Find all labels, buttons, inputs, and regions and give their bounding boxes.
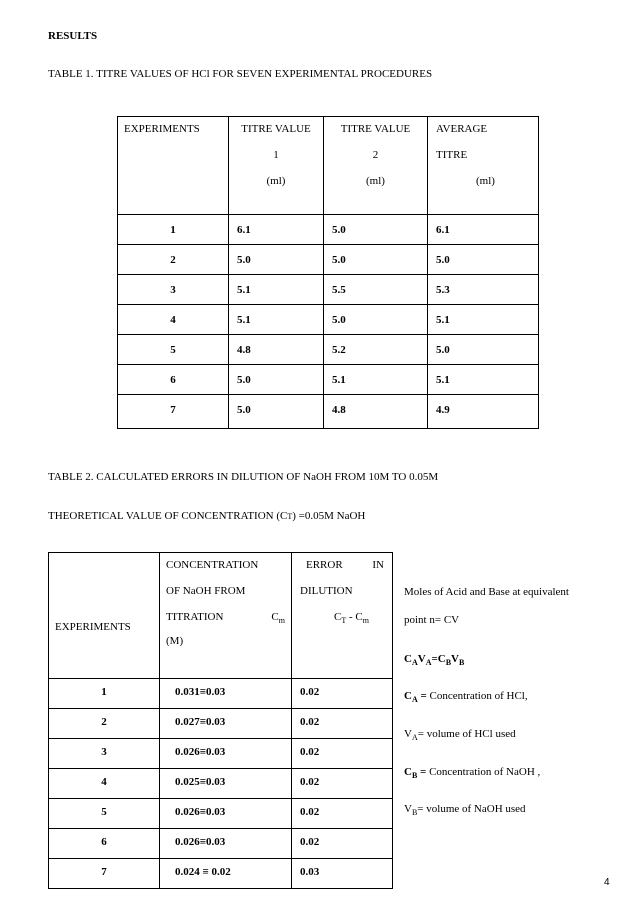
table-row [49, 859, 393, 889]
header-experiments: EXPERIMENTS [118, 117, 229, 215]
header-error-in-dilution: ERROR IN DILUTION $C_T - C_m$ [292, 553, 393, 679]
dilution-error-table [48, 552, 393, 889]
cell-titre-1: 5.1 [229, 305, 324, 335]
cell-titre-2: 5.0 [324, 305, 428, 335]
table-row [118, 275, 539, 305]
header-titre-value-1: TITRE VALUE 1 (ml) [229, 117, 324, 215]
cell-experiment: 2 [118, 245, 229, 275]
cell-titre-1: 4.8 [229, 335, 324, 365]
cell-concentration: 0.024 ≡ 0.02 [160, 859, 292, 889]
table-row [118, 245, 539, 275]
moles-note-line1: Moles of Acid and Base at equivalent [404, 586, 569, 598]
cell-experiment: 6 [118, 365, 229, 395]
cb-definition: $C_B$ = Concentration of NaOH , [404, 766, 541, 781]
vb-definition: $V_B=$ volume of NaOH used [404, 803, 526, 818]
cell-experiment: 1 [118, 215, 229, 245]
table-row [118, 305, 539, 335]
cell-concentration: 0.026≡0.03 [160, 739, 292, 769]
cell-concentration: 0.026≡0.03 [160, 829, 292, 859]
moles-note-line2: point n= CV [404, 614, 460, 626]
table-header-row [118, 117, 539, 215]
cell-average: 5.1 [428, 305, 539, 335]
cell-experiment: 4 [118, 305, 229, 335]
table-row [49, 709, 393, 739]
cell-titre-2: 5.0 [324, 215, 428, 245]
cell-titre-2: 5.0 [324, 245, 428, 275]
page-number: 4 [604, 877, 610, 888]
table-row [118, 365, 539, 395]
cell-error: 0.02 [292, 709, 393, 739]
cell-titre-1: 5.1 [229, 275, 324, 305]
cell-error: 0.02 [292, 739, 393, 769]
header-average-titre: AVERAGE TITRE (ml) [428, 117, 539, 215]
cell-titre-1: 5.0 [229, 245, 324, 275]
table-row [49, 739, 393, 769]
cell-titre-1: 5.0 [229, 365, 324, 395]
results-heading: RESULTS [48, 30, 98, 42]
cell-concentration: 0.031≡0.03 [160, 679, 292, 709]
table-row [49, 829, 393, 859]
cell-concentration: 0.026≡0.03 [160, 799, 292, 829]
cell-titre-2: 5.1 [324, 365, 428, 395]
ca-definition: $C_A$ = Concentration of HCl, [404, 690, 528, 705]
cell-experiment: 3 [118, 275, 229, 305]
cell-experiment: 4 [49, 769, 160, 799]
cell-experiment: 3 [49, 739, 160, 769]
table-row [49, 769, 393, 799]
table-row [118, 215, 539, 245]
header-concentration: CONCENTRATION OF NaOH FROM TITRATION $C_m$ (M) [160, 553, 292, 679]
cell-experiment: 6 [49, 829, 160, 859]
table2-caption: TABLE 2. CALCULATED ERRORS IN DILUTION OF NaOH FROM 10M TO 0.05M [48, 471, 439, 483]
titre-table [117, 116, 539, 429]
cell-titre-2: 4.8 [324, 395, 428, 429]
table-row [49, 679, 393, 709]
header-titre-value-2: TITRE VALUE 2 (ml) [324, 117, 428, 215]
cell-error: 0.03 [292, 859, 393, 889]
va-definition: $V_A=$ volume of HCl used [404, 728, 516, 743]
cell-experiment: 1 [49, 679, 160, 709]
cell-experiment: 2 [49, 709, 160, 739]
cell-experiment: 7 [118, 395, 229, 429]
theoretical-value: THEORETICAL VALUE OF CONCENTRATION (CT) =0.05M NaOH [48, 510, 366, 522]
cell-error: 0.02 [292, 679, 393, 709]
cell-average: 6.1 [428, 215, 539, 245]
cell-concentration: 0.025≡0.03 [160, 769, 292, 799]
cell-experiment: 5 [49, 799, 160, 829]
cell-error: 0.02 [292, 799, 393, 829]
table-row [118, 395, 539, 429]
cell-titre-2: 5.5 [324, 275, 428, 305]
header-experiments: EXPERIMENTS [49, 553, 160, 679]
cell-experiment: 7 [49, 859, 160, 889]
table-header-row [49, 553, 393, 679]
table1-caption: TABLE 1. TITRE VALUES OF HCl FOR SEVEN EXPERIMENTAL PROCEDURES [48, 68, 433, 80]
cell-average: 4.9 [428, 395, 539, 429]
cell-titre-2: 5.2 [324, 335, 428, 365]
cell-average: 5.0 [428, 245, 539, 275]
cell-error: 0.02 [292, 769, 393, 799]
cell-average: 5.1 [428, 365, 539, 395]
cell-concentration: 0.027≡0.03 [160, 709, 292, 739]
cell-experiment: 5 [118, 335, 229, 365]
cell-average: 5.0 [428, 335, 539, 365]
equivalence-equation: $C_AV_A=C_BV_B$ [404, 653, 465, 668]
cell-titre-1: 5.0 [229, 395, 324, 429]
cell-average: 5.3 [428, 275, 539, 305]
table-row [118, 335, 539, 365]
cell-titre-1: 6.1 [229, 215, 324, 245]
table-row [49, 799, 393, 829]
cell-error: 0.02 [292, 829, 393, 859]
